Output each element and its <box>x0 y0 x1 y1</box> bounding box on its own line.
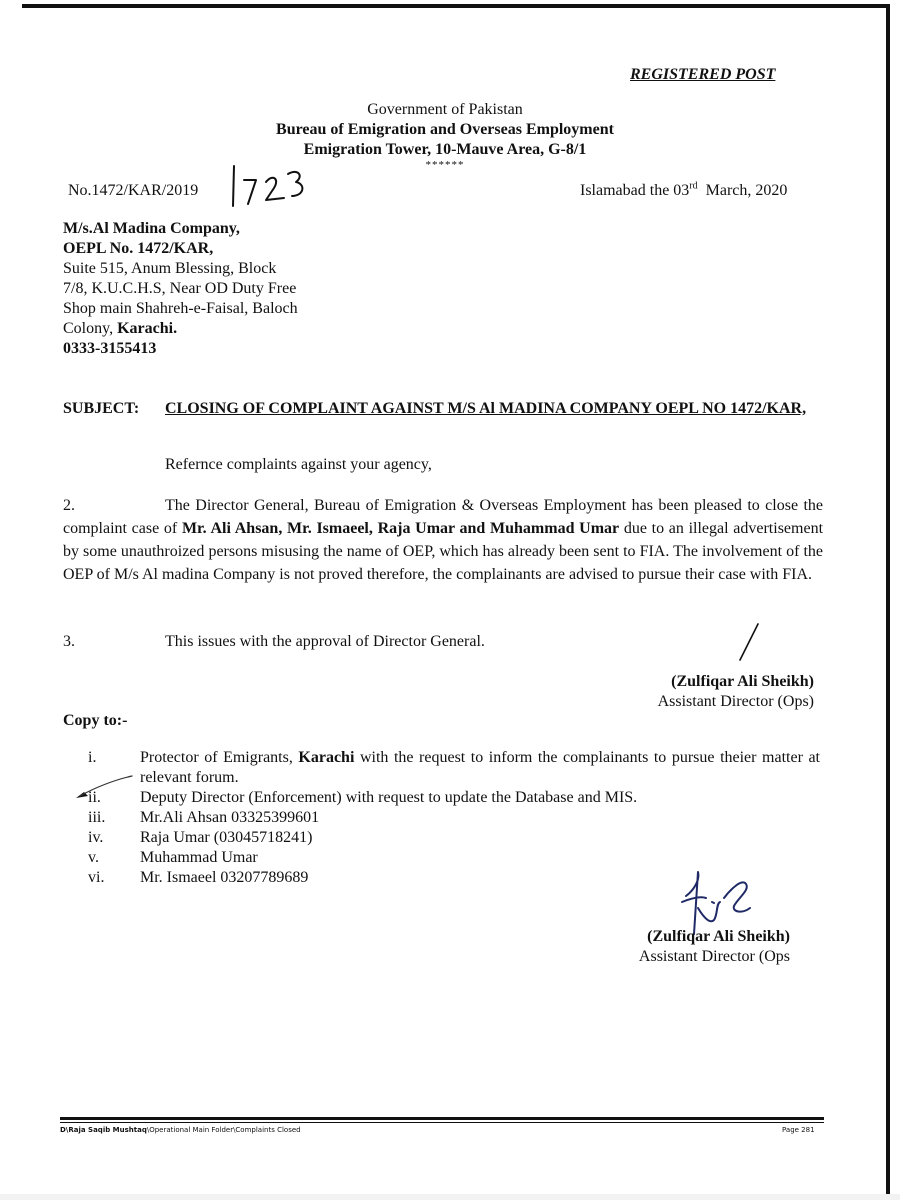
address-line: 7/8, K.U.C.H.S, Near OD Duty Free <box>63 280 297 297</box>
pen-tick-mark <box>74 774 134 802</box>
copy-item: Mr. Ismaeel 03207789689 <box>140 869 309 886</box>
footer-file-path: D\Raja Saqib Mushtaq\Operational Main Folder\Complaints Closed <box>60 1126 301 1134</box>
copy-item-number: v. <box>88 849 99 866</box>
signature-block <box>560 672 814 712</box>
letterhead-bureau: Bureau of Emigration and Overseas Employment <box>276 121 614 138</box>
letter-date: Islamabad the 03rd March, 2020 <box>580 180 788 199</box>
address-line: Colony, Karachi. <box>63 320 178 337</box>
signatory-title: Assistant Director (Ops) <box>657 693 814 710</box>
paragraph-number: 3. <box>63 633 75 650</box>
reference-line: Refernce complaints against your agency, <box>165 456 432 473</box>
subject-text: CLOSING OF COMPLAINT AGAINST M/S Al MADINA COMPANY OEPL NO 1472/KAR, <box>165 400 807 417</box>
scan-border-top <box>22 4 890 8</box>
copy-item-number: ii. <box>88 789 101 806</box>
copy-item-number: iii. <box>88 809 106 826</box>
footer-page-number: Page 281 <box>782 1126 815 1134</box>
paragraph-number: 2. <box>63 497 75 514</box>
paragraph-2: 2. The Director General, Bureau of Emigration & Overseas Employment has been pleased to close the complaint case of Mr. Ali Ahsan, Mr. Ismaeel, Raja Umar and Muhammad Umar due to an illegal advertisement by some unauthroized persons misusing the name of OEP, which has already been sent to FIA. The involvement of the OEP of M/s Al madina Company is not proved therefore, the complainants are advised to pursue their case with FIA. <box>63 494 823 586</box>
reference-number: No.1472/KAR/2019 <box>68 182 199 199</box>
copy-item-number: vi. <box>88 869 105 886</box>
handwritten-diary-number <box>226 160 316 210</box>
signatory-name: (Zulfiqar Ali Sheikh) <box>647 928 790 945</box>
copy-item: Raja Umar (03045718241) <box>140 829 313 846</box>
letterhead-address: Emigration Tower, 10-Mauve Area, G-8/1 <box>303 141 587 158</box>
copy-item-number: iv. <box>88 829 104 846</box>
recipient-address <box>63 219 343 359</box>
signatory-name: (Zulfiqar Ali Sheikh) <box>671 673 814 690</box>
copy-item-number: i. <box>88 749 97 766</box>
copy-item: Deputy Director (Enforcement) with request to update the Database and MIS. <box>140 789 638 806</box>
copy-to-label: Copy to:- <box>63 712 128 729</box>
signature-stroke <box>728 622 768 662</box>
recipient-phone: 0333-3155413 <box>63 340 157 357</box>
copy-item: Protector of Emigrants, Karachi with the request to inform the complainants to pursue theier matter at relevant forum. <box>140 749 821 786</box>
subject-label: SUBJECT: <box>63 400 140 417</box>
paragraph-3: This issues with the approval of Director General. <box>165 633 485 650</box>
letterhead-stars: ****** <box>425 159 465 171</box>
scan-border-bottom <box>0 1194 900 1200</box>
address-line: Shop main Shahreh-e-Faisal, Baloch <box>63 300 298 317</box>
recipient-name: M/s.Al Madina Company, <box>63 220 240 237</box>
footer-rule <box>60 1122 824 1123</box>
copy-item: Muhammad Umar <box>140 849 258 866</box>
scan-border-right <box>886 4 890 1194</box>
registered-post-label: REGISTERED POST <box>630 66 776 83</box>
copy-item: Mr.Ali Ahsan 03325399601 <box>140 809 320 826</box>
signatory-title: Assistant Director (Ops <box>638 948 790 965</box>
address-line: Suite 515, Anum Blessing, Block <box>63 260 277 277</box>
recipient-oepl: OEPL No. 1472/KAR, <box>63 240 214 257</box>
letterhead-government: Government of Pakistan <box>367 101 523 118</box>
footer-rule <box>60 1117 824 1120</box>
signature-block <box>560 927 790 967</box>
